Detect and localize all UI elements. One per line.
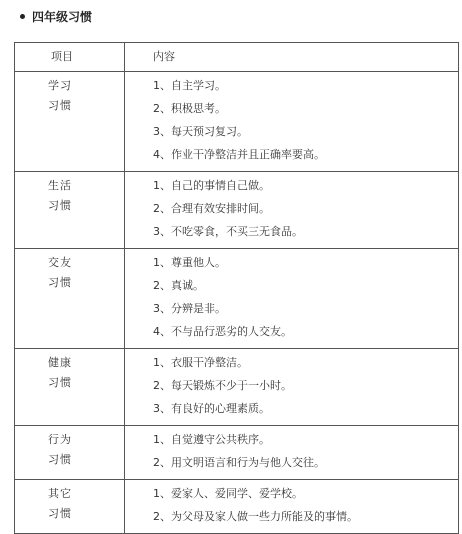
table-header-row: [15, 43, 459, 72]
content-item: 1、自主学习。: [153, 79, 226, 92]
content-item: 2、用文明语言和行为与他人交往。: [153, 456, 325, 469]
content-item: 3、每天预习复习。: [153, 125, 248, 138]
table-row: [15, 249, 459, 349]
content-item: 2、真诚。: [153, 279, 204, 292]
content-item: 2、合理有效安排时间。: [153, 202, 270, 215]
header-content: 内容: [125, 43, 459, 72]
content-item: 1、尊重他人。: [153, 256, 226, 269]
category-label: 习惯: [48, 376, 72, 389]
section-heading: [20, 6, 92, 26]
category-cell: [15, 72, 125, 172]
category-label: 习惯: [48, 507, 72, 520]
category-label: 健康: [48, 356, 72, 369]
content-item: 1、爱家人、爱同学、爱学校。: [153, 487, 303, 500]
category-label: 交友: [48, 256, 72, 269]
category-label: 生活: [48, 179, 72, 192]
category-cell: [15, 426, 125, 480]
content-item: 2、为父母及家人做一些力所能及的事情。: [153, 510, 358, 523]
category-cell: [15, 349, 125, 426]
category-cell: [15, 172, 125, 249]
content-item: 1、自觉遵守公共秩序。: [153, 433, 270, 446]
category-label: 学习: [48, 79, 72, 92]
table-row: [15, 72, 459, 172]
content-item: 1、衣服干净整洁。: [153, 356, 248, 369]
content-cell: [125, 426, 459, 480]
habits-table: [14, 42, 459, 534]
content-item: 4、作业干净整洁并且正确率要高。: [153, 148, 325, 161]
content-cell: [125, 349, 459, 426]
category-label: 习惯: [48, 99, 72, 112]
table-body: [15, 72, 459, 534]
category-label: 行为: [48, 433, 72, 446]
content-cell: [125, 480, 459, 534]
category-label: 习惯: [48, 276, 72, 289]
category-label: 习惯: [48, 453, 72, 466]
content-item: 4、不与品行恶劣的人交友。: [153, 325, 292, 338]
heading-text: 四年级习惯: [32, 9, 93, 24]
content-item: 3、分辨是非。: [153, 302, 226, 315]
content-cell: [125, 172, 459, 249]
category-label: 其它: [48, 487, 72, 500]
category-cell: [15, 249, 125, 349]
content-item: 1、自己的事情自己做。: [153, 179, 270, 192]
category-cell: [15, 480, 125, 534]
content-cell: [125, 72, 459, 172]
table-row: [15, 480, 459, 534]
table-row: [15, 426, 459, 480]
content-cell: [125, 249, 459, 349]
header-item: 项目: [15, 43, 125, 72]
content-item: 3、不吃零食，不买三无食品。: [153, 225, 303, 238]
content-item: 3、有良好的心理素质。: [153, 402, 270, 415]
table-row: [15, 349, 459, 426]
content-item: 2、积极思考。: [153, 102, 226, 115]
table-row: [15, 172, 459, 249]
bullet-icon: [20, 14, 25, 19]
category-label: 习惯: [48, 199, 72, 212]
content-item: 2、每天锻炼不少于一小时。: [153, 379, 292, 392]
